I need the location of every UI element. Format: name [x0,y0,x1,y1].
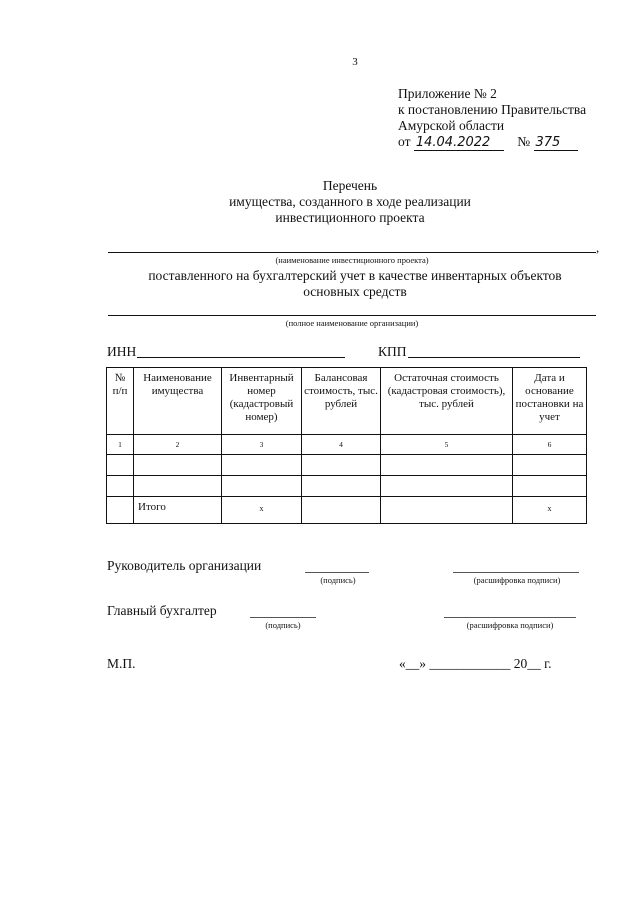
table-cell [513,455,587,476]
appendix-title: Приложение № 2 [398,86,497,101]
header-residual-value: Остаточная стоимость (кадастровая стоимость), тыс. рублей [381,368,513,435]
header-asset-name: Наименование имущества [134,368,222,435]
table-cell [381,476,513,497]
project-line-comma: , [596,240,600,255]
table-row [107,455,587,476]
column-number: 4 [302,435,381,455]
kpp-field-line [408,357,580,358]
total-label: Итого [134,497,222,524]
head-signature-caption: (подпись) [320,575,356,585]
project-name-line [108,252,596,253]
column-number: 2 [134,435,222,455]
accountant-decoding-caption: (расшифровка подписи) [466,620,554,630]
number-prefix: № [517,134,531,149]
accountant-signature-line [250,617,316,618]
subtitle-line-1: поставленного на бухгалтерский учет в качестве инвентарных объектов [148,268,562,283]
appendix-resolution: к постановлению Правительства [398,102,587,117]
column-number: 5 [381,435,513,455]
table-cell [381,455,513,476]
date-prefix: от [398,134,411,149]
subtitle-line-2: основных средств [303,284,407,299]
head-of-organization-label: Руководитель организации [107,558,262,573]
column-number: 6 [513,435,587,455]
total-row [107,497,587,524]
document-title [150,178,550,226]
organization-name-line [108,315,596,316]
stamp-label: М.П. [107,656,136,671]
title-line-1: Перечень [322,178,378,193]
organization-name-caption: (полное наименование организации) [285,318,419,328]
header-registration-date: Дата и основание постановки на учет [513,368,587,435]
project-name-caption: (наименование инвестиционного проекта) [275,255,429,265]
head-decoding-line [453,572,579,573]
table-row [107,476,587,497]
appendix-region: Амурской области [398,118,505,133]
header-book-value: Балансовая стоимость, тыс. рублей [302,368,381,435]
total-date-x: x [513,497,587,524]
table-cell [222,476,302,497]
table-cell [222,455,302,476]
table-cell [134,476,222,497]
chief-accountant-label: Главный бухгалтер [107,603,217,618]
table-cell [302,497,381,524]
head-decoding-caption: (расшифровка подписи) [473,575,561,585]
table-cell [107,476,134,497]
table-cell [107,497,134,524]
table-cell [107,455,134,476]
assets-table [106,367,587,524]
page-number: 3 [352,56,358,68]
table-cell [513,476,587,497]
accountant-decoding-line [444,617,576,618]
handwritten-number: 375 [534,136,578,151]
column-number: 3 [222,435,302,455]
table-cell [302,476,381,497]
inn-label: ИНН [107,344,137,359]
head-signature-line [305,572,369,573]
table-cell [134,455,222,476]
accountant-signature-caption: (подпись) [265,620,301,630]
header-inventory-number: Инвентарный номер (кадастровый номер) [222,368,302,435]
appendix-block [398,86,586,151]
handwritten-date: 14.04.2022 [414,136,504,151]
table-cell [302,455,381,476]
total-inventory-x: x [222,497,302,524]
column-number: 1 [107,435,134,455]
date-line: «__» ____________ 20__ г. [399,656,552,671]
appendix-date-row [398,134,586,151]
title-line-2: имущества, созданного в ходе реализации [229,194,471,209]
title-line-3: инвестиционного проекта [275,210,425,225]
subtitle [110,268,600,300]
table-cell [381,497,513,524]
column-number-row [107,435,587,455]
table-header-row [107,368,587,435]
inn-field-line [137,357,345,358]
kpp-label: КПП [378,344,407,359]
header-number: № п/п [107,368,134,435]
